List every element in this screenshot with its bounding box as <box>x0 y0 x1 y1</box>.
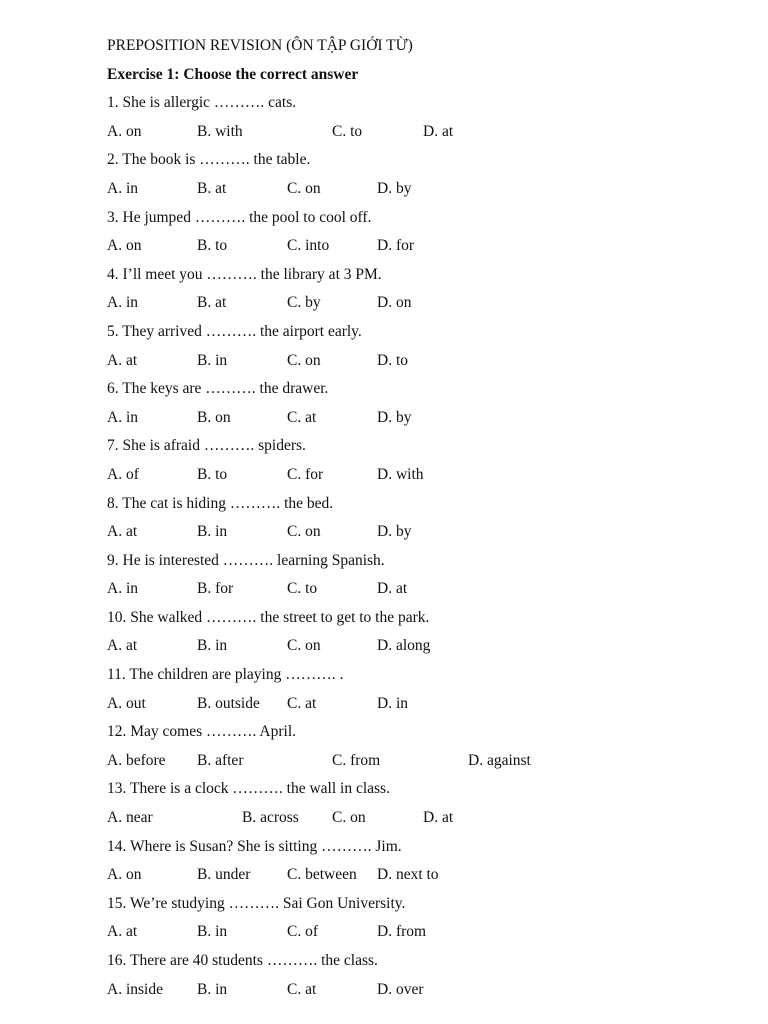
question-text: 16. There are 40 students ………. the class. <box>107 952 378 969</box>
answer-option: C. into <box>287 237 330 255</box>
answer-options <box>107 293 707 322</box>
answer-option: B. to <box>197 237 228 255</box>
answer-option: A. at <box>107 523 138 541</box>
answer-option: A. in <box>107 294 138 312</box>
question-text: 9. He is interested ………. learning Spanish. <box>107 551 385 569</box>
answer-option: A. near <box>107 809 153 827</box>
question-text: 3. He jumped ………. the pool to cool off. <box>107 208 372 226</box>
answer-options <box>107 751 707 780</box>
answer-option: B. in <box>197 980 228 998</box>
answer-options <box>107 408 707 437</box>
answer-option: D. on <box>377 294 412 312</box>
answer-option: D. along <box>377 637 431 655</box>
answer-option: A. at <box>107 923 138 941</box>
answer-option: B. in <box>197 523 228 541</box>
answer-option: D. by <box>377 408 412 426</box>
page-title: PREPOSITION REVISION (ÔN TẬP GIỚI TỪ) <box>107 37 413 54</box>
answer-option: A. in <box>107 408 138 426</box>
answer-options <box>107 865 707 894</box>
answer-option: D. from <box>377 923 427 941</box>
answer-options <box>107 236 707 265</box>
answer-option: B. in <box>197 637 228 655</box>
answer-option: B. in <box>197 351 228 369</box>
answer-option: D. by <box>377 179 412 197</box>
answer-option: B. after <box>197 751 244 769</box>
question-text: 14. Where is Susan? She is sitting ………. Jim. <box>107 837 402 855</box>
question-text: 13. There is a clock ………. the wall in class. <box>107 780 390 798</box>
question-text: 1. She is allergic ………. cats. <box>107 94 297 112</box>
answer-option: A. on <box>107 866 142 884</box>
exercise-heading: Exercise 1: Choose the correct answer <box>107 65 359 83</box>
worksheet-page <box>107 36 707 1008</box>
answer-options <box>107 922 707 951</box>
answer-option: B. at <box>197 179 227 197</box>
answer-option: C. by <box>287 294 321 312</box>
answer-options <box>107 351 707 380</box>
answer-options <box>107 808 707 837</box>
answer-option: C. for <box>287 465 324 483</box>
answer-option: B. on <box>197 408 231 426</box>
answer-option: C. to <box>287 580 318 598</box>
answer-option: A. out <box>107 694 146 712</box>
answer-option: C. to <box>332 122 363 140</box>
answer-options <box>107 694 707 723</box>
answer-option: D. next to <box>377 866 439 884</box>
answer-option: D. for <box>377 237 415 255</box>
question-text: 6. The keys are ………. the drawer. <box>107 380 329 398</box>
answer-option: A. of <box>107 465 139 483</box>
answer-option: A. inside <box>107 980 163 998</box>
answer-option: D. against <box>468 751 531 769</box>
answer-option: D. at <box>377 580 408 598</box>
answer-option: A. in <box>107 179 138 197</box>
question-text: 11. The children are playing ………. . <box>107 666 344 684</box>
answer-option: C. at <box>287 408 317 426</box>
answer-options <box>107 465 707 494</box>
question-text: 4. I’ll meet you ………. the library at 3 PM. <box>107 265 382 283</box>
question-text: 2. The book is ………. the table. <box>107 151 311 169</box>
answer-option: B. at <box>197 294 227 312</box>
question-text: 7. She is afraid ………. spiders. <box>107 437 306 455</box>
answer-option: C. between <box>287 866 357 884</box>
question-text: 15. We’re studying ………. Sai Gon University. <box>107 894 406 912</box>
answer-option: D. at <box>423 122 454 140</box>
answer-option: B. to <box>197 465 228 483</box>
question-text: 10. She walked ………. the street to get to the park. <box>107 608 430 626</box>
answer-option: C. from <box>332 751 381 769</box>
answer-option: D. with <box>377 465 424 483</box>
answer-option: D. in <box>377 694 408 712</box>
answer-option: B. under <box>197 866 251 884</box>
answer-option: A. at <box>107 637 138 655</box>
answer-option: C. on <box>287 523 321 541</box>
answer-option: C. on <box>332 809 366 827</box>
answer-option: C. on <box>287 351 321 369</box>
answer-option: B. in <box>197 923 228 941</box>
answer-option: A. at <box>107 351 138 369</box>
question-list <box>107 93 707 1008</box>
answer-option: B. across <box>242 809 299 827</box>
answer-option: A. on <box>107 237 142 255</box>
answer-option: A. before <box>107 751 166 769</box>
answer-option: C. on <box>287 637 321 655</box>
answer-option: B. for <box>197 580 234 598</box>
answer-option: B. with <box>197 122 243 140</box>
answer-option: C. at <box>287 980 317 998</box>
answer-options <box>107 179 707 208</box>
answer-option: A. on <box>107 122 142 140</box>
answer-option: D. over <box>377 980 424 998</box>
answer-option: A. in <box>107 580 138 598</box>
question-text: 12. May comes ………. April. <box>107 723 296 741</box>
answer-option: D. by <box>377 523 412 541</box>
question-text: 5. They arrived ………. the airport early. <box>107 322 362 340</box>
answer-option: C. at <box>287 694 317 712</box>
answer-options <box>107 579 707 608</box>
answer-option: C. of <box>287 923 318 941</box>
answer-options <box>107 980 707 1009</box>
answer-option: C. on <box>287 179 321 197</box>
answer-option: B. outside <box>197 694 260 712</box>
answer-option: D. to <box>377 351 408 369</box>
answer-options <box>107 522 707 551</box>
answer-options <box>107 636 707 665</box>
answer-options <box>107 122 707 151</box>
answer-option: D. at <box>423 809 454 827</box>
question-text: 8. The cat is hiding ………. the bed. <box>107 494 334 512</box>
